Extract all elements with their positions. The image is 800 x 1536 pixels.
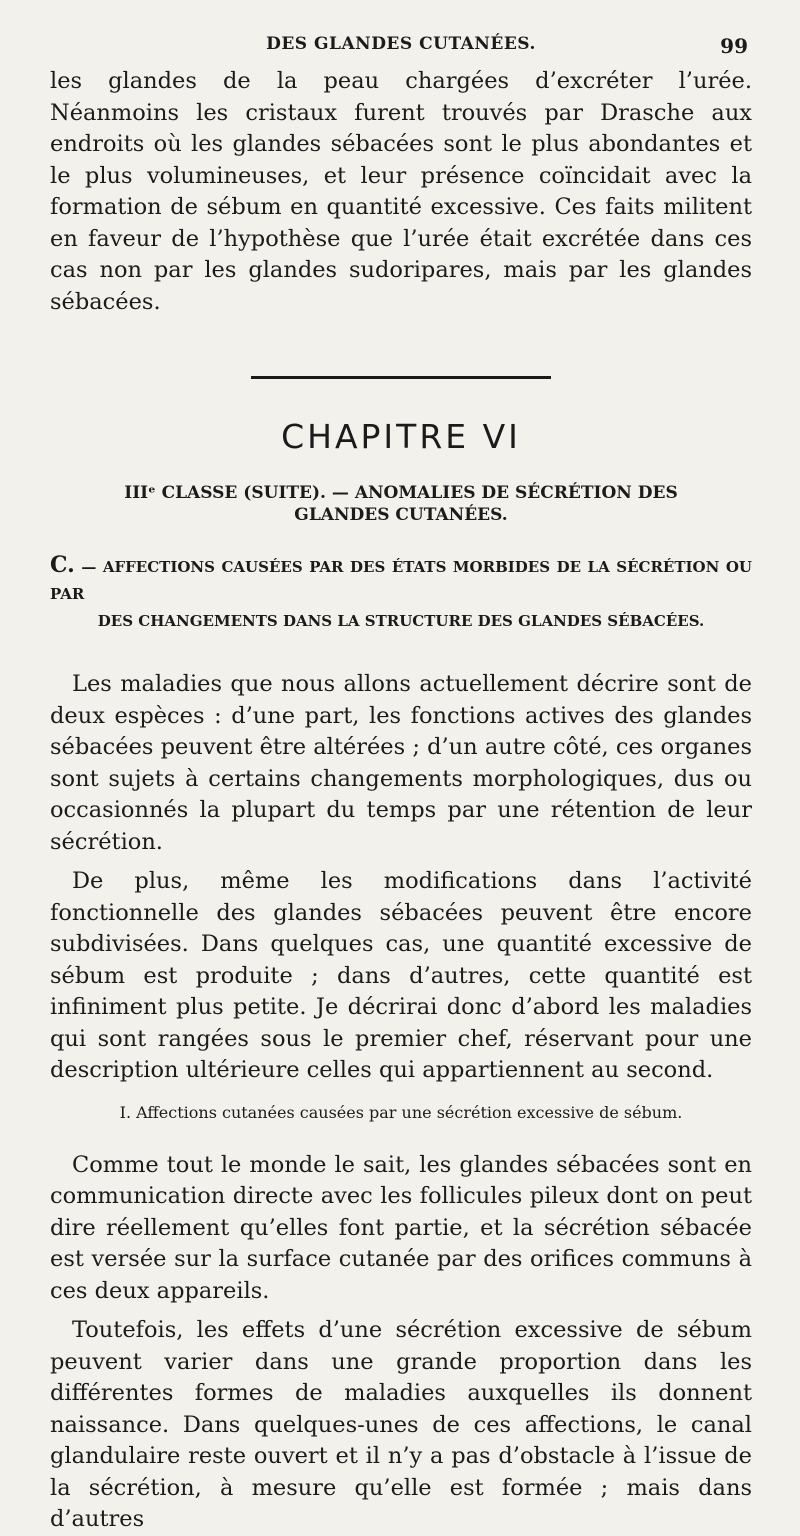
- section-heading-line-1-text: — AFFECTIONS CAUSÉES PAR DES ÉTATS MORBIDES DE LA SÉCRÉTION OU PAR: [50, 558, 752, 603]
- paragraph-1: Les maladies que nous allons actuellement décrire sont de deux espèces : d’une part, les fonctions actives des glandes sébacées peuvent être altérées ; d’un autre côté, ces organes sont sujets à certains changements morphologiques, dus ou occasionnés la plupart du temps par une rétention de leur sécrétion.: [50, 671, 752, 855]
- subsection-heading: I. Affections cutanées causées par une sécrétion excessive de sébum.: [119, 1102, 683, 1122]
- chapter-subtitle: IIIᵉ CLASSE (SUITE). — ANOMALIES DE SÉCRÉTION DES GLANDES CUTANÉES.: [124, 483, 678, 525]
- section-letter: C.: [50, 552, 75, 578]
- page-number: 99: [720, 34, 748, 58]
- intro-paragraph: les glandes de la peau chargées d’excréter l’urée. Néanmoins les cristaux furent trouvés par Drasche aux endroits où les glandes sébacées sont le plus abondantes et le plus volumineuses, et leur présence coïncidait avec la formation de sébum en quantité excessive. Ces faits militent en faveur de l’hypothèse que l’urée était excrétée dans ces cas non par les glandes sudoripares, mais par les glandes sébacées.: [50, 68, 752, 315]
- section-heading-line-2: DES CHANGEMENTS DANS LA STRUCTURE DES GLANDES SÉBACÉES.: [97, 612, 705, 630]
- section-heading: [50, 552, 752, 635]
- page-header: [50, 26, 752, 66]
- paragraph-3: Comme tout le monde le sait, les glandes sébacées sont en communication directe avec les follicules pileux dont on peut dire réellement qu’elles font partie, et la sécrétion sébacée est versée sur la surface cutanée par des orifices communs à ces deux appareils.: [50, 1151, 752, 1304]
- chapter-title: CHAPITRE VI: [281, 417, 521, 456]
- running-title: DES GLANDES CUTANÉES.: [266, 34, 536, 54]
- section-heading-line-1: [50, 552, 752, 608]
- paragraph-4: Toutefois, les effets d’une sécrétion excessive de sébum peuvent varier dans une grande proportion dans les différentes formes de maladies auxquelles ils donnent naissance. Dans quelques-unes de ces affections, le canal glandulaire reste ouvert et il n’y a pas d’obstacle à l’issue de la sécrétion, à mesure qu’elle est formée ; mais dans d’autres: [50, 1317, 752, 1532]
- chapter-divider-rule: [251, 376, 551, 379]
- paragraph-2: De plus, même les modifications dans l’activité fonctionnelle des glandes sébacées peuvent être encore subdivisées. Dans quelques cas, une quantité excessive de sébum est produite ; dans d’autres, cette quantité est infiniment plus petite. Je décrirai donc d’abord les maladies qui sont rangées sous le premier chef, réservant pour une description ultérieure celles qui appartiennent au second.: [50, 868, 752, 1083]
